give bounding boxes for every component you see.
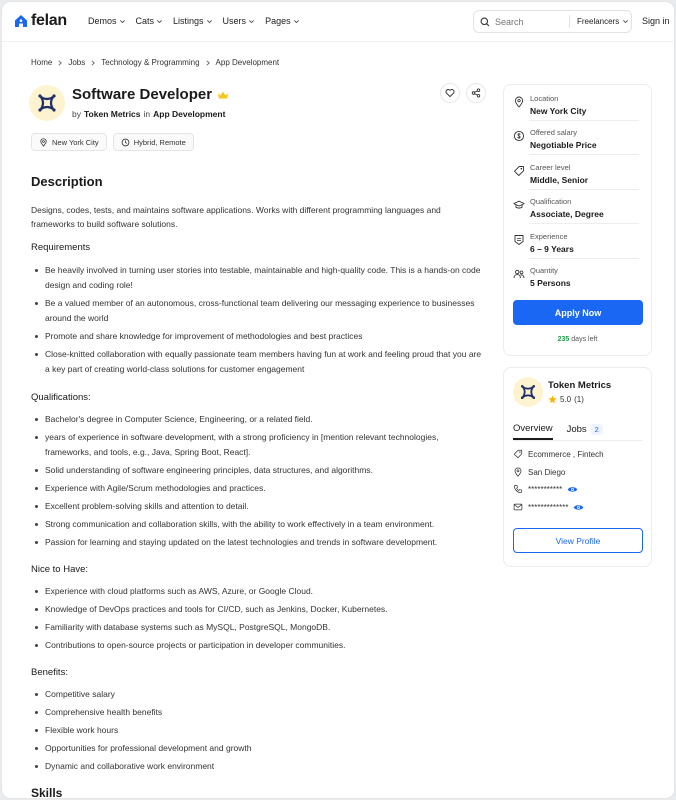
rating-count: (1) — [574, 395, 584, 404]
list-item: Bachelor's degree in Computer Science, Engineering, or a related field. — [31, 412, 486, 427]
list-item: Familiarity with database systems such as MySQL, PostgreSQL, MongoDB. — [31, 620, 486, 635]
share-icon — [471, 88, 481, 98]
search-divider — [569, 15, 570, 28]
people-icon — [513, 268, 525, 280]
experience-icon — [513, 234, 525, 246]
overview-label: Experience — [530, 232, 568, 241]
overview-value: 6 – 9 Years — [530, 244, 574, 254]
job-overview-card — [503, 84, 652, 356]
list-item: Knowledge of DevOps practices and tools for CI/CD, such as Jenkins, Docker, Kubernetes. — [31, 602, 486, 617]
overview-label: Quantity — [530, 266, 558, 275]
overview-label: Career level — [530, 163, 571, 172]
nav-users[interactable] — [223, 16, 256, 26]
save-job-button[interactable] — [440, 83, 460, 103]
company-name[interactable]: Token Metrics — [548, 380, 612, 391]
job-title — [72, 86, 229, 103]
list-item: Experience with cloud platforms such as AWS, Azure, or Google Cloud. — [31, 584, 486, 599]
mail-icon — [513, 502, 523, 512]
overview-qualification — [513, 197, 604, 219]
page-frame — [1, 1, 675, 799]
share-job-button[interactable] — [466, 83, 486, 103]
rating-value: 5.0 — [560, 395, 572, 404]
byline-company-link[interactable]: Token Metrics — [83, 109, 141, 119]
list-item: Competitive salary — [31, 687, 486, 702]
location-pin-icon — [513, 96, 525, 108]
list-item: Opportunities for professional development and growth — [31, 741, 486, 756]
days-left — [504, 336, 651, 343]
divider — [529, 154, 639, 155]
overview-salary — [513, 128, 597, 150]
main-nav — [88, 16, 300, 26]
byline-in: in — [143, 109, 151, 119]
company-avatar[interactable] — [29, 85, 65, 121]
company-tabs — [513, 423, 603, 440]
requirements-list — [31, 263, 486, 377]
company-card — [503, 367, 652, 567]
overview-location — [513, 94, 586, 116]
breadcrumb-jobs[interactable]: Jobs — [68, 58, 86, 67]
list-item: Dynamic and collaborative work environment — [31, 759, 486, 774]
overview-label: Qualification — [530, 197, 572, 206]
divider — [529, 120, 639, 121]
chevron-right-icon — [90, 60, 96, 66]
breadcrumb — [31, 58, 279, 67]
divider — [529, 189, 639, 190]
breadcrumb-current: App Development — [215, 58, 280, 67]
search-icon — [480, 17, 490, 27]
tab-overview[interactable] — [513, 423, 553, 440]
description-intro: Designs, codes, tests, and maintains software applications. Works with different programming languages and frameworks to build software solutions. — [31, 205, 441, 229]
nice-to-have-heading: Nice to Have: — [31, 564, 89, 575]
overview-value: Associate, Degree — [530, 209, 604, 219]
list-item: Excellent problem-solving skills and attention to detail. — [31, 499, 486, 514]
nav-label: Demos — [88, 16, 117, 26]
company-location — [513, 467, 565, 477]
phone-masked: *********** — [528, 484, 563, 494]
nice-to-have-list — [31, 584, 486, 653]
chevron-down-icon — [206, 18, 213, 25]
overview-value: 5 Persons — [530, 278, 571, 288]
nav-label: Users — [222, 16, 247, 26]
job-description — [31, 174, 486, 799]
company-rating — [548, 395, 584, 404]
divider — [529, 223, 639, 224]
jobs-count-badge: 2 — [591, 424, 603, 435]
location-pin-icon — [513, 467, 523, 477]
tag-icon — [513, 449, 523, 459]
chevron-down-icon — [293, 18, 300, 25]
chevron-down-icon — [248, 18, 255, 25]
list-item: Contributions to open-source projects or participation in developer communities. — [31, 638, 486, 653]
tag-location[interactable] — [31, 133, 107, 151]
tag-label: Hybrid, Remote — [133, 137, 186, 147]
list-item: Be heavily involved in turning user stories into testable, maintainable and high-quality code. This is a hands-on code design and coding role! — [31, 263, 486, 293]
house-logo-icon — [14, 14, 28, 28]
job-byline — [72, 109, 225, 119]
company-email — [513, 502, 584, 512]
list-item: Solid understanding of software engineering principles, data structures, and algorithms. — [31, 463, 486, 478]
tag-label: New York City — [52, 137, 99, 147]
nav-label: Listings — [173, 16, 204, 26]
overview-experience — [513, 232, 574, 254]
list-item: Strong communication and collaboration skills, with the ability to work effectively in a team environment. — [31, 517, 486, 532]
logo-text: felan — [31, 12, 67, 29]
byline-by: by — [72, 109, 81, 119]
overview-label: Location — [530, 94, 559, 103]
breadcrumb-home[interactable]: Home — [31, 58, 53, 67]
qualifications-heading: Qualifications: — [31, 392, 91, 403]
eye-icon[interactable] — [567, 485, 578, 494]
overview-value: New York City — [530, 106, 587, 116]
crown-icon — [217, 90, 229, 100]
chevron-right-icon — [57, 60, 63, 66]
list-item: Close-knitted collaboration with equally passionate team members having fun at work and feeling proud that you are a key part of creating world-class solutions for customer engagement — [31, 347, 486, 377]
phone-icon — [513, 484, 523, 494]
tag-icon — [513, 165, 525, 177]
breadcrumb-category[interactable]: Technology & Programming — [101, 58, 200, 67]
list-item: Promote and share knowledge for improvement of methodologies and best practices — [31, 329, 486, 344]
chevron-down-icon — [119, 18, 126, 25]
benefits-heading: Benefits: — [31, 667, 68, 678]
email-masked: ************* — [528, 502, 569, 512]
search-input[interactable] — [495, 17, 565, 27]
list-item: years of experience in software development, with a strong proficiency in [mention relevant technologies, frameworks, and tools, e.g., Java, Spring Boot, React]. — [31, 430, 486, 460]
overview-label: Offered salary — [530, 128, 577, 137]
company-logo-icon — [519, 383, 537, 401]
industry-text: Ecommerce , Fintech — [528, 449, 604, 459]
tag-work-type[interactable] — [113, 133, 194, 151]
nav-label: Pages — [265, 16, 291, 26]
tab-label: Jobs — [566, 424, 587, 435]
tabs-underline — [513, 440, 642, 441]
days-left-label: days left — [571, 336, 598, 343]
job-title-text: Software Developer — [72, 86, 213, 103]
company-logo-icon — [36, 92, 58, 114]
overview-quantity — [513, 266, 571, 288]
site-logo[interactable] — [14, 12, 67, 30]
nav-cats[interactable] — [136, 16, 164, 26]
tab-jobs[interactable] — [567, 423, 603, 440]
list-item: Flexible work hours — [31, 723, 486, 738]
location-text: San Diego — [528, 467, 566, 477]
overview-value: Negotiable Price — [530, 140, 597, 150]
chevron-down-icon — [156, 18, 163, 25]
heart-icon — [445, 88, 455, 98]
search-type-select[interactable] — [577, 17, 629, 26]
nav-label: Cats — [135, 16, 155, 26]
divider — [529, 258, 639, 259]
search-type-label: Freelancers — [577, 17, 620, 26]
byline-category-link[interactable]: App Development — [153, 109, 226, 119]
salary-icon — [513, 130, 525, 142]
nav-demos[interactable] — [88, 16, 126, 26]
overview-value: Middle, Senior — [530, 175, 589, 185]
graduation-cap-icon — [513, 199, 525, 211]
nav-pages[interactable] — [265, 16, 300, 26]
location-pin-icon — [39, 138, 48, 147]
apply-now-button[interactable]: Apply Now — [513, 300, 643, 325]
chevron-right-icon — [205, 60, 211, 66]
search-bar — [473, 10, 632, 33]
clock-icon — [121, 138, 130, 147]
description-heading: Description — [31, 174, 103, 189]
overview-career-level — [513, 163, 588, 185]
list-item: Experience with Agile/Scrum methodologies and practices. — [31, 481, 486, 496]
company-card-avatar[interactable] — [513, 377, 543, 407]
list-item: Comprehensive health benefits — [31, 705, 486, 720]
skills-heading: Skills — [31, 786, 63, 799]
eye-icon[interactable] — [573, 503, 584, 512]
days-left-count: 235 — [557, 336, 570, 343]
benefits-list — [31, 687, 486, 774]
list-item: Be a valued member of an autonomous, cross-functional team delivering our messaging experience to businesses around the world — [31, 296, 486, 326]
chevron-down-icon — [622, 18, 629, 25]
list-item: Passion for learning and staying updated on the latest technologies and trends in software development. — [31, 535, 486, 550]
company-industry — [513, 449, 604, 459]
view-profile-button[interactable]: View Profile — [513, 528, 643, 553]
nav-listings[interactable] — [173, 16, 213, 26]
tab-label: Overview — [513, 423, 553, 434]
star-icon — [548, 395, 557, 404]
job-tags — [31, 133, 194, 151]
requirements-heading: Requirements — [31, 242, 91, 253]
site-header — [2, 2, 674, 42]
sign-in-link[interactable]: Sign in — [642, 16, 670, 26]
qualifications-list — [31, 412, 486, 550]
company-phone — [513, 484, 578, 494]
